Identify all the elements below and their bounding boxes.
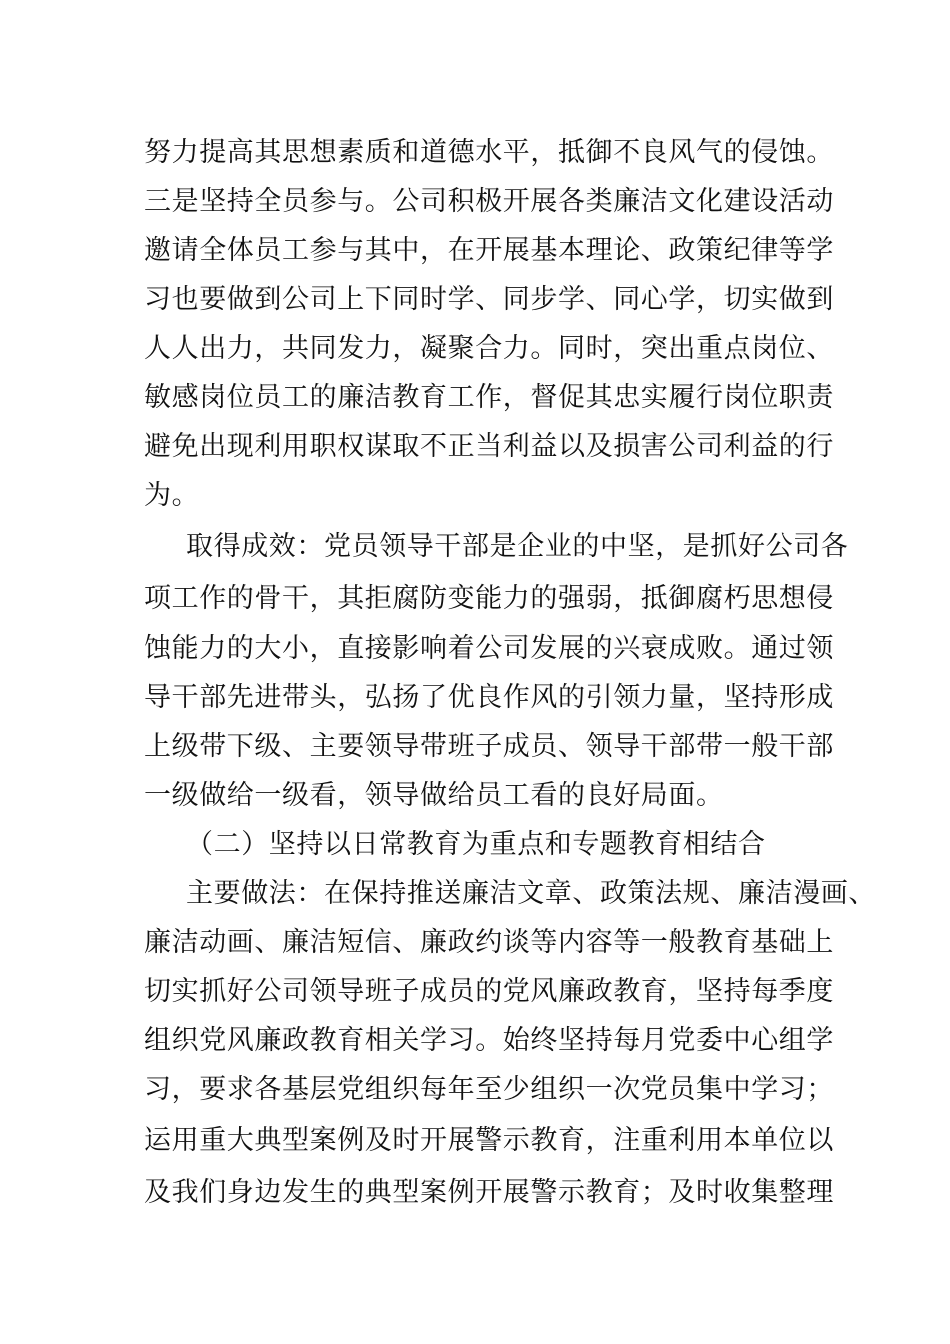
text-line: 人人出力，共同发力，凝聚合力。同时，突出重点岗位、 [144, 333, 834, 364]
text-line: 为。 [144, 480, 200, 511]
paragraph-start-line: 主要做法：在保持推送廉洁文章、政策法规、廉洁漫画、 [186, 878, 876, 909]
text-line: 敏感岗位员工的廉洁教育工作，督促其忠实履行岗位职责 [144, 382, 834, 413]
text-line: 导干部先进带头，弘扬了优良作风的引领力量，坚持形成 [144, 682, 834, 713]
paragraph-start-line: 取得成效：党员领导干部是企业的中坚，是抓好公司各 [186, 531, 849, 562]
text-line: 上级带下级、主要领导带班子成员、领导干部带一般干部 [144, 731, 834, 762]
text-line: 组织党风廉政教育相关学习。始终坚持每月党委中心组学 [144, 1025, 834, 1056]
text-line: 邀请全体员工参与其中，在开展基本理论、政策纪律等学 [144, 235, 834, 266]
text-line: 习，要求各基层党组织每年至少组织一次党员集中学习； [144, 1074, 834, 1105]
text-line: 避免出现利用职权谋取不正当利益以及损害公司利益的行 [144, 431, 834, 462]
text-line: 切实抓好公司领导班子成员的党风廉政教育，坚持每季度 [144, 976, 834, 1007]
text-line: 三是坚持全员参与。公司积极开展各类廉洁文化建设活动 [144, 186, 834, 217]
section-heading: （二）坚持以日常教育为重点和专题教育相结合 [186, 829, 766, 860]
text-line: 蚀能力的大小，直接影响着公司发展的兴衰成败。通过领 [144, 633, 834, 664]
text-line: 习也要做到公司上下同时学、同步学、同心学，切实做到 [144, 284, 834, 315]
text-line: 廉洁动画、廉洁短信、廉政约谈等内容等一般教育基础上 [144, 927, 834, 958]
text-line: 一级做给一级看，领导做给员工看的良好局面。 [144, 780, 724, 811]
text-line: 运用重大典型案例及时开展警示教育，注重利用本单位以 [144, 1125, 834, 1156]
text-line: 项工作的骨干，其拒腐防变能力的强弱，抵御腐朽思想侵 [144, 583, 834, 614]
text-line: 努力提高其思想素质和道德水平，抵御不良风气的侵蚀。 [144, 137, 834, 168]
text-line: 及我们身边发生的典型案例开展警示教育；及时收集整理 [144, 1177, 834, 1208]
